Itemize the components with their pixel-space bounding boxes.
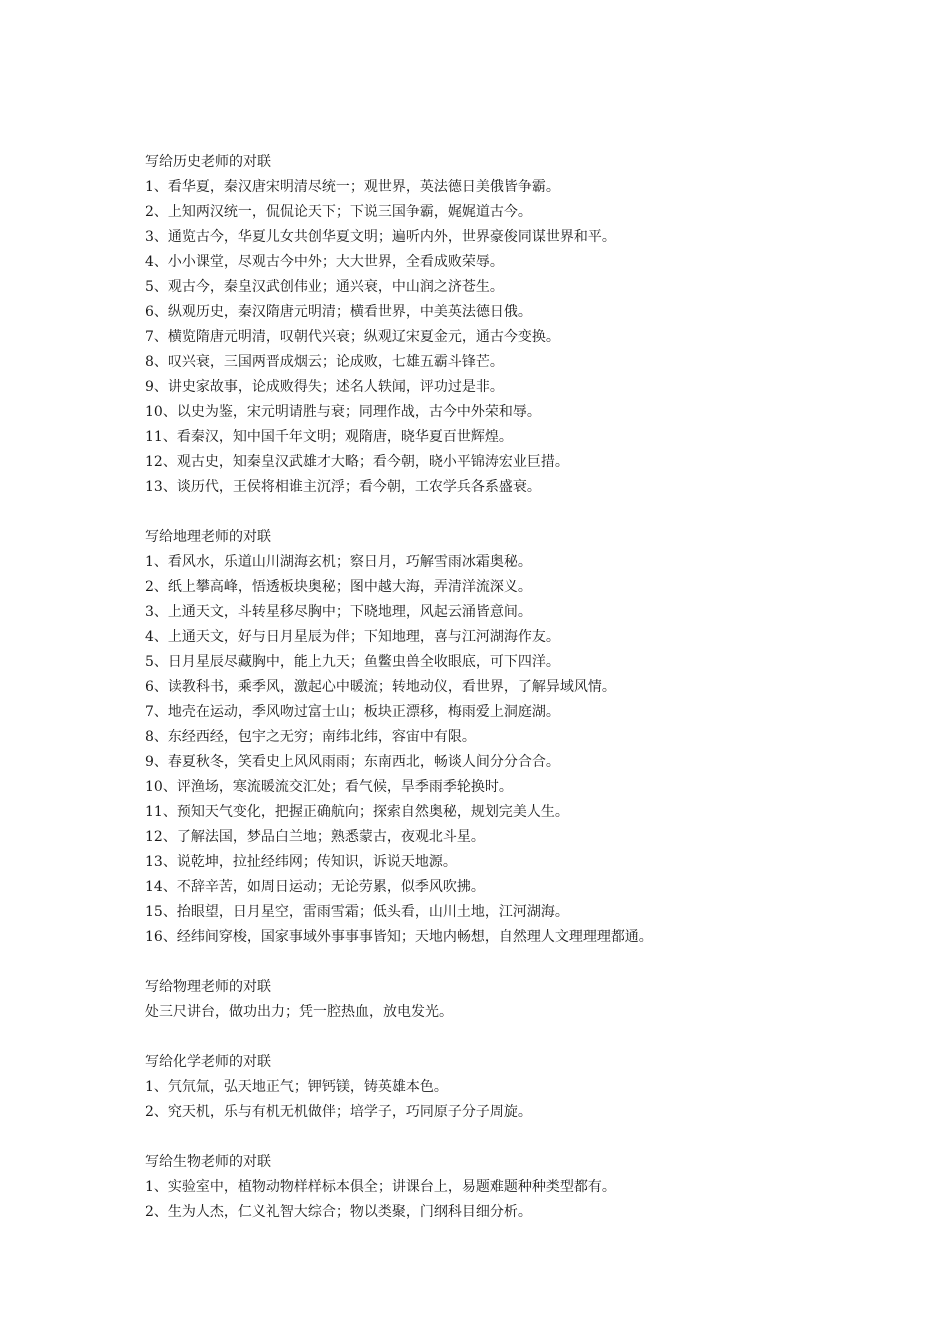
couplet-line: 13、谈历代，王侯将相谁主沉浮；看今朝，工农学兵各系盛衰。 [145,479,541,495]
couplet-line: 9、春夏秋冬，笑看史上风风雨雨；东南西北，畅谈人间分分合合。 [145,754,560,770]
couplet-line: 13、说乾坤，拉扯经纬网；传知识，诉说天地源。 [145,854,457,870]
couplet-line: 5、日月星辰尽藏胸中，能上九天；鱼鳖虫兽全收眼底，可下四洋。 [145,654,560,670]
couplet-line: 1、实验室中，植物动物样样标本俱全；讲课台上，易题难题种种类型都有。 [145,1179,616,1195]
couplet-line: 16、经纬间穿梭，国家事域外事事事皆知；天地内畅想，自然理人文理理理都通。 [145,929,653,945]
couplet-line: 8、叹兴衰，三国两晋成烟云；论成败，七雄五霸斗锋芒。 [145,354,504,370]
section-title: 写给物理老师的对联 [145,979,271,995]
couplet-line: 1、看华夏，秦汉唐宋明清尽统一；观世界，英法德日美俄皆争霸。 [145,179,560,195]
section-title: 写给历史老师的对联 [145,154,271,170]
couplet-line: 3、上通天文，斗转星移尽胸中；下晓地理，风起云涌皆意间。 [145,604,532,620]
couplet-line: 10、评渔场，寒流暖流交汇处；看气候，旱季雨季轮换时。 [145,779,513,795]
couplet-line: 6、读教科书，乘季风，激起心中暖流；转地动仪，看世界，了解异域风情。 [145,679,616,695]
couplet-line: 8、东经西经，包宇之无穷；南纬北纬，容宙中有限。 [145,729,476,745]
couplet-line: 2、上知两汉统一，侃侃论天下；下说三国争霸，娓娓道古今。 [145,204,532,220]
section-title: 写给地理老师的对联 [145,529,271,545]
couplet-line: 11、预知天气变化，把握正确航向；探索自然奥秘，规划完美人生。 [145,804,569,820]
section-title: 写给生物老师的对联 [145,1154,271,1170]
section-title: 写给化学老师的对联 [145,1054,271,1070]
couplet-line: 4、上通天文，好与日月星辰为伴；下知地理，喜与江河湖海作友。 [145,629,560,645]
couplet-section [145,975,825,1025]
couplet-line: 5、观古今，秦皇汉武创伟业；通兴衰，中山润之济苍生。 [145,279,504,295]
couplet-line: 处三尺讲台，做功出力；凭一腔热血，放电发光。 [145,1004,453,1020]
couplet-line: 9、讲史家故事，论成败得失；述名人轶闻，评功过是非。 [145,379,504,395]
couplet-line: 7、地壳在运动，季风吻过富士山；板块正漂移，梅雨爱上洞庭湖。 [145,704,560,720]
couplet-line: 3、通览古今，华夏儿女共创华夏文明；遍听内外，世界豪俊同谋世界和平。 [145,229,616,245]
couplet-line: 14、不辞辛苦，如周日运动；无论劳累，似季风吹拂。 [145,879,485,895]
couplet-line: 11、看秦汉，知中国千年文明；观隋唐，晓华夏百世辉煌。 [145,429,513,445]
document-body [145,150,825,1250]
couplet-line: 7、横览隋唐元明清，叹朝代兴衰；纵观辽宋夏金元，通古今变换。 [145,329,560,345]
couplet-line: 2、究天机，乐与有机无机做伴；培学子，巧同原子分子周旋。 [145,1104,532,1120]
couplet-section [145,525,825,950]
couplet-line: 12、观古史，知秦皇汉武雄才大略；看今朝，晓小平锦涛宏业巨措。 [145,454,569,470]
couplet-section [145,1050,825,1125]
couplet-line: 6、纵观历史，秦汉隋唐元明清；横看世界，中美英法德日俄。 [145,304,532,320]
couplet-line: 2、生为人杰，仁义礼智大综合；物以类聚，门纲科目细分析。 [145,1204,532,1220]
couplet-line: 15、抬眼望，日月星空，雷雨雪霜；低头看，山川土地，江河湖海。 [145,904,569,920]
couplet-line: 1、氕氘氚，弘天地正气；钾钙镁，铸英雄本色。 [145,1079,448,1095]
couplet-line: 10、以史为鉴，宋元明请胜与衰；同理作战，古今中外荣和辱。 [145,404,541,420]
couplet-line: 4、小小课堂，尽观古今中外；大大世界，全看成败荣辱。 [145,254,504,270]
couplet-line: 12、了解法国，梦品白兰地；熟悉蒙古，夜观北斗星。 [145,829,485,845]
couplet-line: 2、纸上攀高峰，悟透板块奥秘；图中越大海，弄清洋流深义。 [145,579,532,595]
couplet-section [145,1150,825,1225]
couplet-section [145,150,825,500]
couplet-line: 1、看风水，乐道山川湖海玄机；察日月，巧解雪雨冰霜奥秘。 [145,554,532,570]
